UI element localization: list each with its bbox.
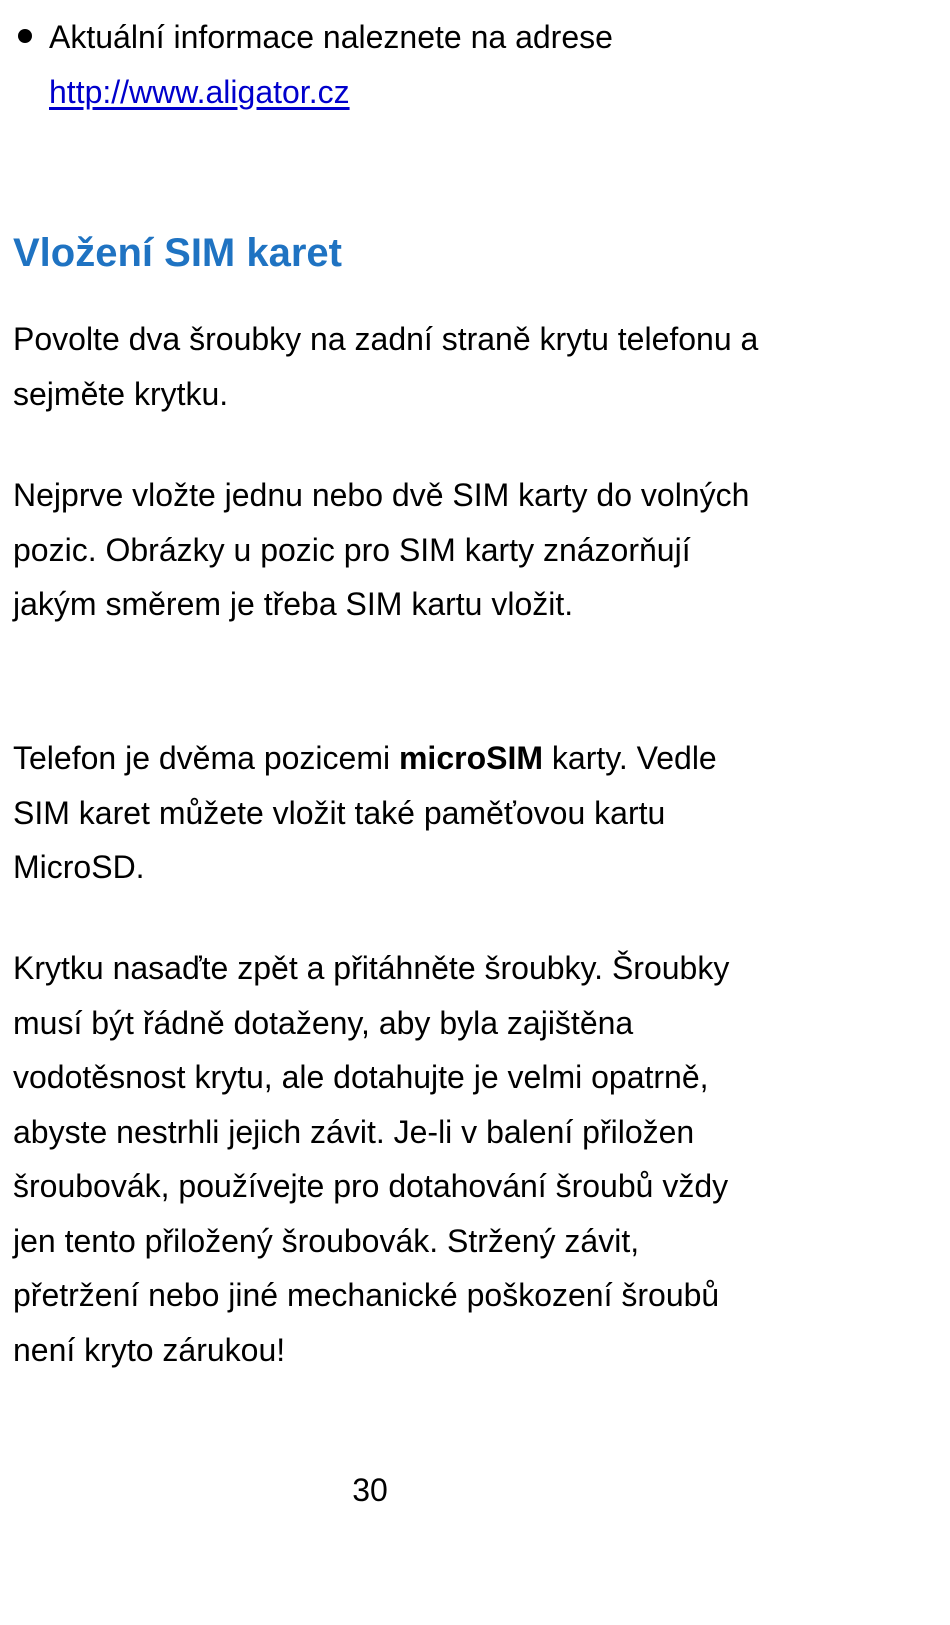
paragraph-text: karty. Vedle SIM karet můžete vložit také paměťovou kartu MicroSD. xyxy=(13,740,717,885)
bold-term-microsim: microSIM xyxy=(398,740,543,776)
bullet-dot-icon xyxy=(18,29,32,43)
paragraph-insert-sim: Nejprve vložte jednu nebo dvě SIM karty do volných pozic. Obrázky u pozic pro SIM karty znázorňují jakým směrem je třeba SIM kartu vložit. xyxy=(13,477,750,622)
bullet-text-label: Aktuální informace naleznete na adrese xyxy=(49,19,613,55)
paragraph-remove-cover: Povolte dva šroubky na zadní straně krytu telefonu a sejměte krytku. xyxy=(13,321,759,412)
paragraph-text: Telefon je dvěma pozicemi xyxy=(13,740,399,776)
paragraph-microsim-slots xyxy=(13,731,773,895)
bullet-text xyxy=(49,10,909,120)
website-link[interactable]: http://www.aligator.cz xyxy=(49,74,350,110)
paragraph-reattach-cover: Krytku nasaďte zpět a přitáhněte šroubky. Šroubky musí být řádně dotaženy, aby byla zajištěna vodotěsnost krytu, ale dotahujte je velmi opatrně, abyste nestrhli jejich závit. Je-li v balení přiložen šroubovák, používejte pro dotahování šroubů vždy jen tento přiložený šroubovák. Stržený závit, přetržení nebo jiné mechanické poškození šroubů není kryto zárukou! xyxy=(13,950,730,1368)
page-number: 30 xyxy=(352,1472,388,1508)
section-heading: Vložení SIM karet xyxy=(13,231,342,275)
